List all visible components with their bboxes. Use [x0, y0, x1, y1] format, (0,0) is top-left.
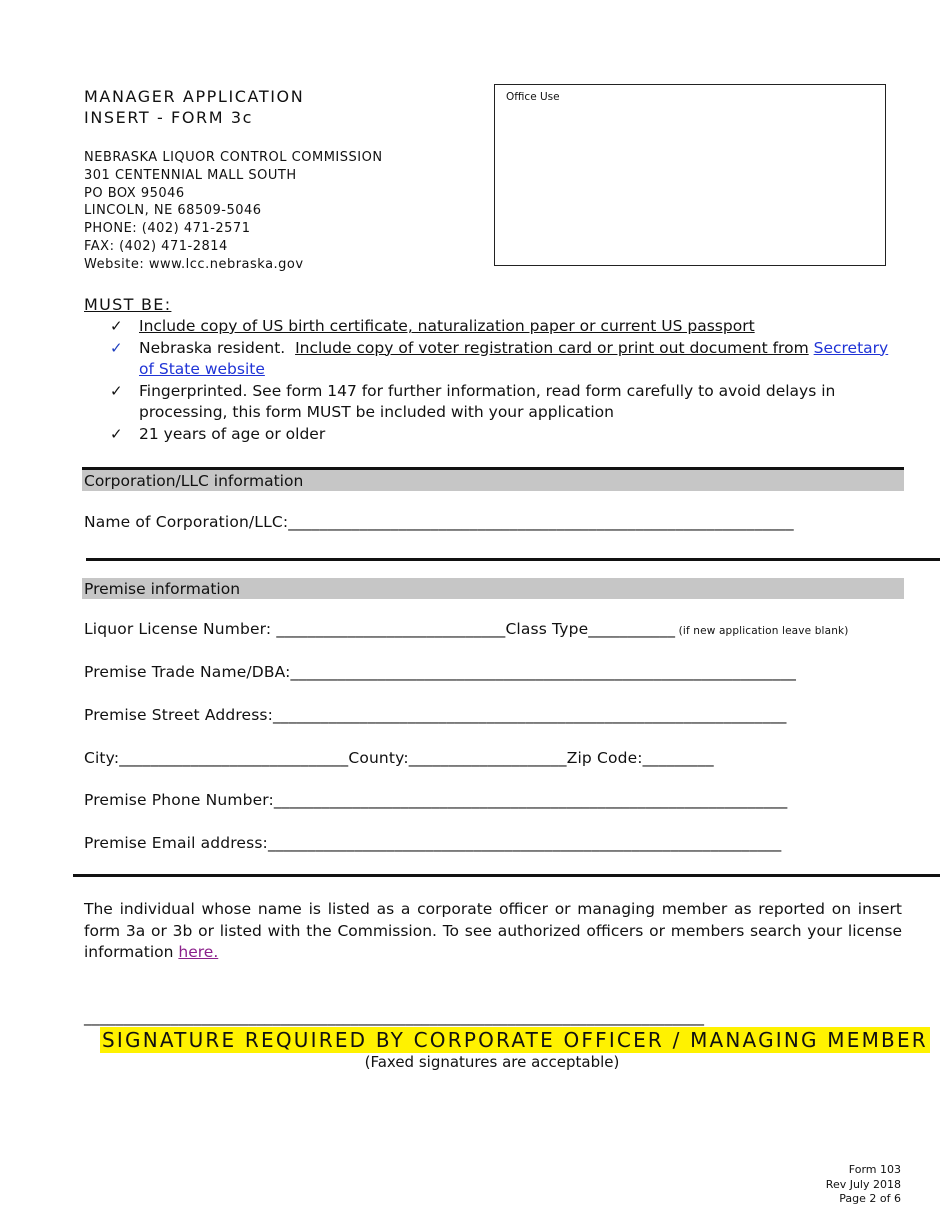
- agency-fax: FAX: (402) 471-2814: [84, 238, 228, 254]
- class-type-label: Class Type: [505, 620, 589, 638]
- office-use-label: Office Use: [506, 91, 560, 103]
- city-county-zip-field[interactable]: [84, 749, 714, 767]
- corporation-name-line[interactable]: ________________________________________________________________: [288, 513, 794, 531]
- street-address-field[interactable]: [84, 706, 787, 724]
- signature-line[interactable]: _______________________________________________________________________________: [84, 1008, 705, 1026]
- form-title-line2: INSERT - FORM 3c: [84, 108, 254, 127]
- premise-phone-line[interactable]: _________________________________________________________________: [273, 791, 788, 809]
- checkmark-icon: ✓: [110, 424, 123, 443]
- requirement-text: Include copy of voter registration card or print out document from: [295, 338, 809, 357]
- requirements-list: [110, 316, 900, 445]
- city-label: City:: [84, 749, 120, 767]
- requirement-text: Include copy of US birth certificate, naturalization paper or current US passport: [139, 317, 755, 335]
- corporation-name-label: Name of Corporation/LLC:: [84, 513, 289, 531]
- liquor-license-field[interactable]: [84, 620, 848, 638]
- county-label: County:: [348, 749, 409, 767]
- county-line[interactable]: ____________________: [408, 749, 567, 767]
- street-address-line[interactable]: _________________________________________________________________: [273, 706, 787, 724]
- liquor-license-label: Liquor License Number:: [84, 620, 277, 638]
- corporation-name-field[interactable]: [84, 513, 794, 531]
- premise-section-header: Premise information: [82, 578, 904, 599]
- trade-name-field[interactable]: [84, 663, 796, 681]
- requirement-item: [110, 316, 900, 338]
- secretary-of-state-link[interactable]: Secretary of State website: [139, 338, 889, 378]
- agency-address-block: [84, 149, 383, 274]
- class-type-note: (if new application leave blank): [675, 625, 849, 637]
- trade-name-line[interactable]: ________________________________________________________________: [290, 663, 797, 681]
- requirement-text: 21 years of age or older: [139, 424, 326, 443]
- requirement-text: Fingerprinted. See form 147 for further information, read form carefully to avoid delays in processing, this form MUST be included with your application: [139, 381, 836, 421]
- corporation-section-header: Corporation/LLC information: [82, 470, 904, 491]
- form-number: Form 103: [848, 1163, 901, 1176]
- agency-phone: PHONE: (402) 471-2571: [84, 221, 251, 237]
- license-search-link[interactable]: here.: [178, 943, 219, 961]
- officer-statement: [84, 899, 902, 964]
- premise-email-field[interactable]: [84, 834, 781, 852]
- checkmark-icon: ✓: [110, 338, 123, 357]
- requirement-item: [110, 424, 900, 446]
- street-address-label: Premise Street Address:: [84, 706, 274, 724]
- form-title-line1: MANAGER APPLICATION: [84, 87, 305, 106]
- agency-po-box: PO BOX 95046: [84, 185, 185, 201]
- form-footer: [826, 1163, 901, 1207]
- must-be-heading: MUST BE:: [84, 295, 172, 314]
- requirement-item: [110, 381, 900, 424]
- agency-website: Website: www.lcc.nebraska.gov: [84, 256, 304, 272]
- section-divider: [86, 558, 940, 561]
- city-line[interactable]: _____________________________: [119, 749, 349, 767]
- zip-line[interactable]: _________: [642, 749, 714, 767]
- office-use-box: [494, 84, 886, 266]
- checkmark-icon: ✓: [110, 381, 123, 400]
- officer-statement-text: The individual whose name is listed as a corporate officer or managing member as reported on insert form 3a or 3b or listed with the Commission. To see authorized officers or members search your license information: [84, 900, 902, 961]
- agency-street: 301 CENTENNIAL MALL SOUTH: [84, 167, 297, 183]
- form-title: [84, 86, 304, 128]
- faxed-note: (Faxed signatures are acceptable): [364, 1053, 620, 1071]
- premise-phone-label: Premise Phone Number:: [84, 791, 274, 809]
- section-divider: [73, 874, 940, 877]
- requirement-prefix: Nebraska resident.: [139, 338, 286, 357]
- premise-phone-field[interactable]: [84, 791, 787, 809]
- signature-required-label: SIGNATURE REQUIRED BY CORPORATE OFFICER / MANAGING MEMBER: [102, 1028, 928, 1052]
- agency-city: LINCOLN, NE 68509-5046: [84, 203, 262, 219]
- trade-name-label: Premise Trade Name/DBA:: [84, 663, 291, 681]
- premise-email-label: Premise Email address:: [84, 834, 268, 852]
- agency-name: NEBRASKA LIQUOR CONTROL COMMISSION: [84, 150, 383, 165]
- liquor-license-line[interactable]: _____________________________: [276, 620, 506, 638]
- form-revision: Rev July 2018: [825, 1177, 901, 1191]
- premise-email-line[interactable]: _________________________________________________________________: [267, 834, 782, 852]
- requirement-item: [110, 338, 900, 381]
- page-number: Page 2 of 6: [839, 1192, 901, 1205]
- class-type-line[interactable]: ___________: [588, 620, 676, 638]
- zip-label: Zip Code:: [566, 749, 643, 767]
- checkmark-icon: ✓: [110, 317, 123, 335]
